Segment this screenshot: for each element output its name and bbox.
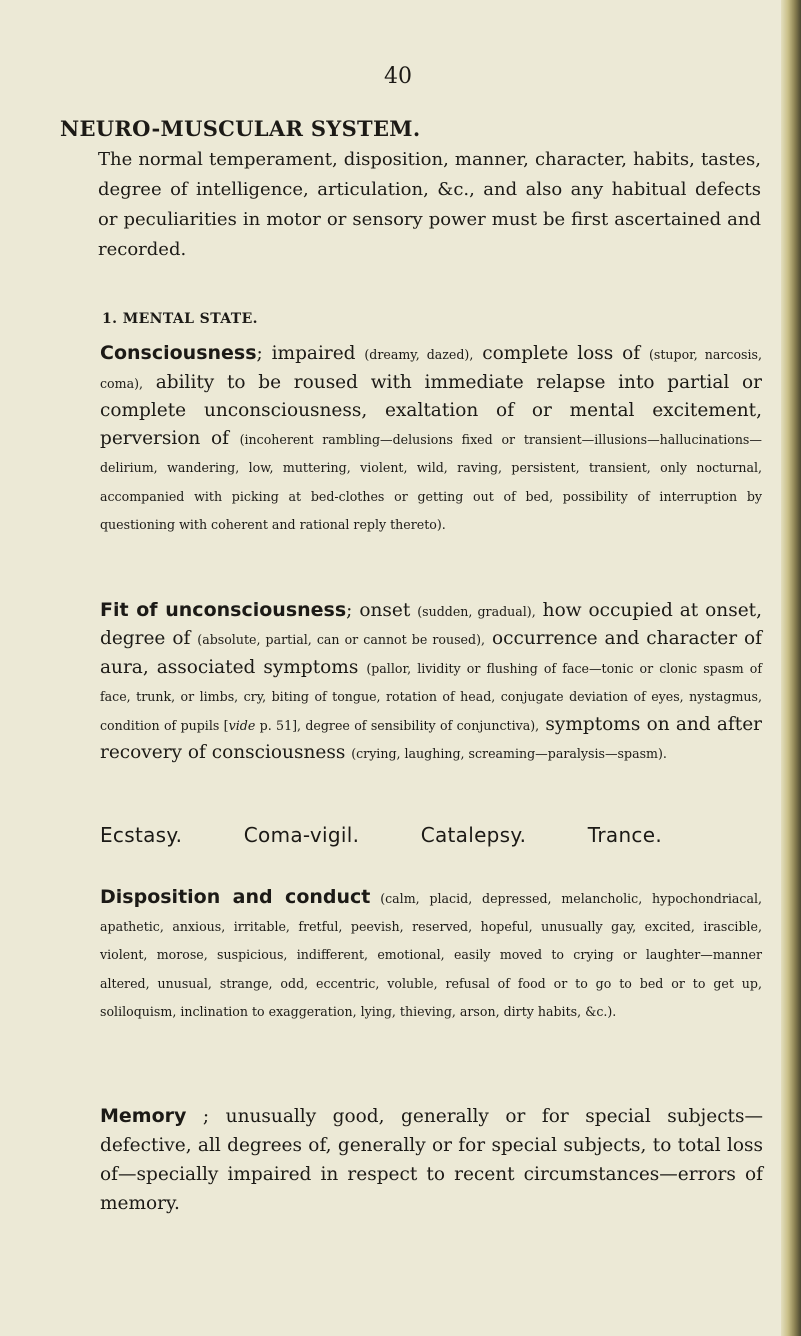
fit-lead: Fit of unconsciousness: [100, 599, 347, 621]
consciousness-paren-3: (incoherent rambling—delusions fixed or transient—illusions—hallucinations—delirium, wandering, low, muttering, violent, wild, raving, persistent, transient, only nocturnal, accompanied with picking at bed-clothes or getting out of bed, possibility of interruption by questioning with coherent and rational reply thereto).: [100, 431, 762, 532]
states-line: [100, 823, 662, 847]
memory-paragraph: [100, 1102, 763, 1218]
intro-paragraph: The normal temperament, disposition, manner, character, habits, tastes, degree of intelligence, articulation, &c., and also any habitual defects or peculiarities in motor or sensory power must be first ascertained and recorded.: [98, 149, 761, 260]
consciousness-paragraph: [100, 340, 762, 539]
consciousness-paren-2: (stupor, narcosis, coma),: [100, 347, 762, 391]
disposition-paren: (calm, placid, depressed, melancholic, hypochondriacal, apathetic, anxious, irritable, fretful, peevish, reserved, hopeful, unusually gay, excited, irascible, violent, morose, suspicious, indifferent, emotional, easily moved to crying or laughter—manner altered, unusual, strange, odd, eccentric, voluble, refusal of food or to go to bed or to get up, soliloquism, inclination to exaggeration, lying, thieving, arson, dirty habits, &c.).: [100, 891, 762, 1019]
state-trance: Trance.: [587, 823, 662, 847]
fit-paren-3a: (pallor, lividity or flushing of face—tonic or clonic spasm of face, trunk, or limbs, cry, biting of tongue, rotation of head, conjugate deviation of eyes, nystagmus, condition of pupils [: [100, 660, 763, 733]
mental-state-heading: 1. MENTAL STATE.: [102, 311, 258, 327]
disposition-lead: Disposition and conduct: [100, 886, 371, 908]
fit-text-2: how occupied at onset, degree of: [100, 600, 762, 650]
page-edge-shadow: [781, 0, 801, 1336]
consciousness-text-2: complete loss of: [473, 343, 649, 364]
fit-text-3: occurrence and character of aura, associated symptoms: [100, 628, 763, 678]
page-number: 40: [384, 64, 412, 89]
fit-paragraph: [100, 597, 762, 767]
fit-text-1: ; onset: [346, 600, 418, 621]
consciousness-text-1: ; impaired: [256, 343, 365, 364]
memory-lead: Memory: [100, 1105, 187, 1127]
consciousness-text-3: ability to be roused with immediate relapse into partial or complete unconsciousness, exaltation of or mental excitement, perversion of: [100, 371, 762, 449]
memory-text: ; unusually good, generally or for special subjects—defective, all degrees of, generally or for special subjects, to total loss of—specially impaired in respect to recent circumstances—errors of memory.: [100, 1106, 763, 1214]
consciousness-paren-1: (dreamy, dazed),: [364, 347, 474, 362]
state-ecstasy: Ecstasy.: [100, 823, 183, 847]
fit-paren-1: (sudden, gradual),: [417, 604, 536, 619]
fit-paren-3b: p. 51], degree of sensibility of conjunctiva),: [255, 717, 540, 733]
disposition-paragraph: [100, 884, 762, 1025]
state-catalepsy: Catalepsy.: [420, 823, 527, 847]
fit-vide: vide: [228, 717, 256, 733]
fit-paren-4: (crying, laughing, screaming—paralysis—spasm).: [351, 746, 667, 762]
consciousness-lead: Consciousness: [100, 342, 257, 364]
state-coma-vigil: Coma-vigil.: [243, 823, 360, 847]
fit-paren-2: (absolute, partial, can or cannot be roused),: [197, 632, 485, 648]
section-heading: NEURO-MUSCULAR SYSTEM.: [60, 116, 421, 141]
fit-text-4: symptoms on and after recovery of consciousness: [100, 713, 762, 764]
